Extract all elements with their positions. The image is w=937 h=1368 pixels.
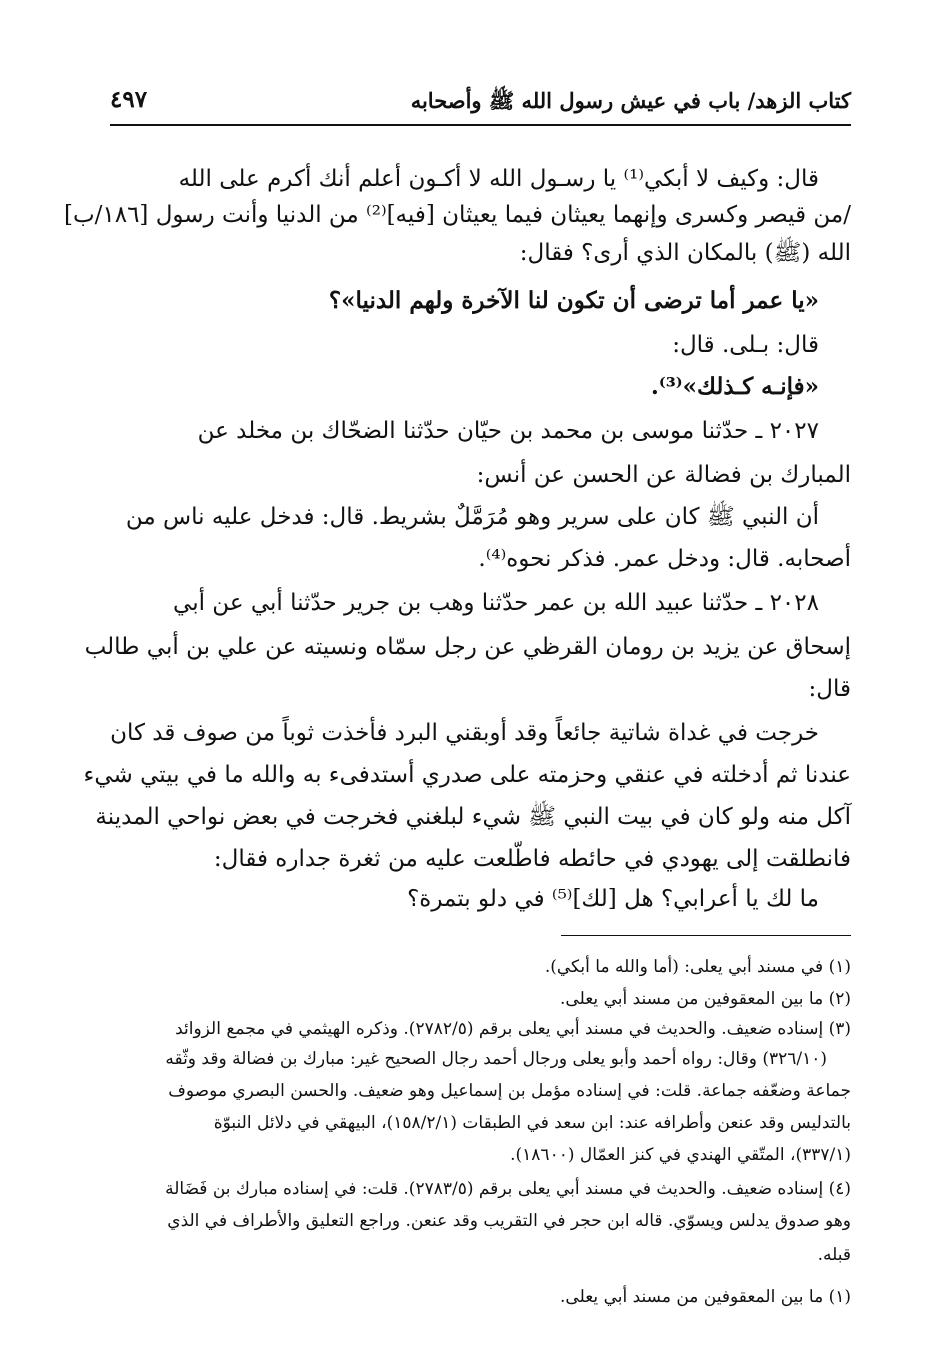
footnote-line: (١) ما بين المعقوفين من مسند أبي يعلى. <box>560 1287 851 1307</box>
body-line: «فإنـه كـذلك»⁽³⁾. <box>650 373 819 400</box>
body-line: أن النبي ﷺ كان على سرير وهو مُرَمَّلٌ بشريط. قال: فدخل عليه ناس من <box>125 504 819 530</box>
body-line: «يا عمر أما ترضى أن تكون لنا الآخرة ولهم الدنيا»؟ <box>328 287 819 314</box>
footnote-line: (٣٣٧/١)، المتّقي الهندي في كنز العمّال (١٨٦٠٠). <box>510 1145 851 1165</box>
body-line: ما لك يا أعرابي؟ هل [لك]⁽⁵⁾ في دلو بتمرة؟ <box>407 886 819 912</box>
footnote-line: وهو صدوق يدلس ويسوّي. قاله ابن حجر في التقريب وقد عنعن. وراجع التعليق والأطراف في الذي <box>167 1211 851 1231</box>
footnote-line: (٣) إسناده ضعيف. والحديث في مسند أبي يعلى برقم (٢٧٨٢/٥). وذكره الهيثمي في مجمع الزوائد <box>175 1019 851 1039</box>
footnote-line: (٢) ما بين المعقوفين من مسند أبي يعلى. <box>560 989 851 1009</box>
running-header <box>110 88 851 122</box>
body-line: إسحاق عن يزيد بن رومان القرظي عن رجل سمّاه ونسيته عن علي بن أبي طالب <box>84 634 851 660</box>
body-line: قال: <box>808 676 851 702</box>
body-line: عندنا ثم أدخلته في عنقي وحزمته على صدري أستدفىء به والله ما في بيتي شيء <box>83 762 851 788</box>
footnote-line: قبله. <box>817 1245 851 1265</box>
footnote-line: بالتدليس وقد عنعن وأطرافه عند: ابن سعد في الطبقات (١٥٨/٢/١)، البيهقي في دلائل النبوّة <box>213 1113 851 1133</box>
body-line: المبارك بن فضالة عن الحسن عن أنس: <box>476 462 851 488</box>
body-line: فانطلقت إلى يهودي في حائطه فاطّلعت عليه من ثغرة جداره فقال: <box>213 846 851 872</box>
footnote-line: جماعة وضعّفه جماعة. قلت: في إسناده مؤمل بن إسماعيل وهو ضعيف. والحسن البصري موصوف <box>168 1081 851 1101</box>
footnote-line: (١) في مسند أبي يعلى: (أما والله ما أبكي). <box>544 957 851 977</box>
body-line: خرجت في غداة شاتية جائعاً وقد أوبقني البرد فأخذت ثوباً من صوف قد كان <box>110 720 819 746</box>
footnote-line: (٣٢٦/١٠) وقال: رواه أحمد وأبو يعلى ورجال أحمد رجال الصحيح غير: مبارك بن فضالة وقد وثّقه <box>165 1049 827 1069</box>
body-line: ٢٠٢٧ ـ حدّثنا موسى بن محمد بن حيّان حدّثنا الضحّاك بن مخلد عن <box>197 418 819 444</box>
body-line: قال: وكيف لا أبكي⁽¹⁾ يا رسـول الله لا أكـون أعلم أنك أكرم على الله <box>178 166 819 192</box>
body-line: /من قيصر وكسرى وإنهما يعيثان فيما يعيثان [فيه]⁽²⁾ من الدنيا وأنت رسول [١٨٦/ب] <box>63 202 851 228</box>
body-line: آكل منه ولو كان في بيت النبي ﷺ شيء لبلغني فخرجت في بعض نواحي المدينة <box>95 804 851 830</box>
body-line: ٢٠٢٨ ـ حدّثنا عبيد الله بن عمر حدّثنا وهب بن جرير حدّثنا أبي عن أبي <box>173 590 819 616</box>
body-line: الله (ﷺ) بالمكان الذي أرى؟ فقال: <box>519 240 851 266</box>
page-number: ٤٩٧ <box>110 86 148 113</box>
running-header-title: كتاب الزهد/ باب في عيش رسول الله ﷺ وأصحابه <box>410 88 851 113</box>
header-divider <box>110 124 851 126</box>
footnote-line: (٤) إسناده ضعيف. والحديث في مسند أبي يعلى برقم (٢٧٨٣/٥). قلت: في إسناده مبارك بن فَضَالة <box>165 1179 851 1199</box>
body-line: قال: بـلى. قال: <box>672 332 819 358</box>
body-line: أصحابه. قال: ودخل عمر. فذكر نحوه⁽⁴⁾. <box>478 546 851 572</box>
footnote-divider <box>561 935 851 936</box>
